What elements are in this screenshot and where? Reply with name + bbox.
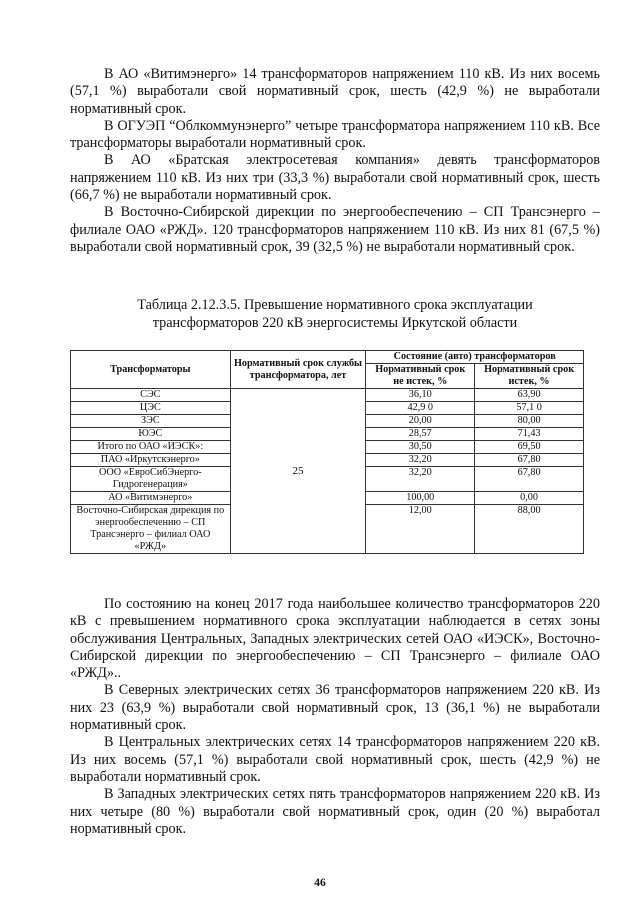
paragraph-summary-2017: По состоянию на конец 2017 года наибольшее количество трансформаторов 220 кВ с превышением нормативного срока эксплуатации наблюдается в сетях зоны обслуживания Центральных, Западных электрических сетей ОАО «ИЭСК», Восточно-Сибирской дирекции по энергообеспечению – СП Трансэнерго – филиале ОАО «РЖД».. <box>70 596 600 682</box>
not-expired-value: 12,00 <box>366 505 475 554</box>
expired-value: 63,90 <box>475 389 584 402</box>
table-row <box>71 389 584 402</box>
expired-value: 69,50 <box>475 441 584 454</box>
row-name: СЭС <box>71 389 231 402</box>
row-name: ЮЭС <box>71 428 231 441</box>
not-expired-value: 28,57 <box>366 428 475 441</box>
row-name: АО «Витимэнерго» <box>71 492 231 505</box>
header-expired: Нормативный срок истек, % <box>475 364 584 389</box>
row-name: ЗЭС <box>71 415 231 428</box>
intro-text <box>70 66 600 256</box>
paragraph-bratsk: В АО «Братская электросетевая компания» девять трансформаторов напряжением 110 кВ. Из них три (33,3 %) выработали свой нормативный срок, шесть (66,7 %) не выработали нормативный срок. <box>70 152 600 204</box>
expired-value: 80,00 <box>475 415 584 428</box>
expired-value: 0,00 <box>475 492 584 505</box>
paragraph-vitimenergo: В АО «Витимэнерго» 14 трансформаторов напряжением 110 кВ. Из них восемь (57,1 %) выработали свой нормативный срок, шесть (42,9 %) не выработали нормативный срок. <box>70 66 600 117</box>
paragraph-western-networks: В Западных электрических сетях пять трансформаторов напряжением 220 кВ. Из них четыре (80 %) выработали свой нормативный срок, один (20 %) выработал нормативный срок. <box>70 786 600 837</box>
paragraph-oblkommunenergo: В ОГУЭП “Облкоммунэнерго” четыре трансформатора напряжением 110 кВ. Все трансформаторы выработали нормативный срок. <box>70 117 600 152</box>
transformer-table <box>70 350 584 554</box>
expired-value: 67,80 <box>475 467 584 492</box>
not-expired-value: 30,50 <box>366 441 475 454</box>
row-name: ЦЭС <box>71 402 231 415</box>
header-transformers: Трансформаторы <box>71 351 231 389</box>
page-number: 46 <box>314 877 326 889</box>
paragraph-central-networks: В Центральных электрических сетях 14 трансформаторов напряжением 220 кВ. Из них восемь (57,1 %) выработали свой нормативный срок, шесть (42,9 %) не выработали нормативный срок. <box>70 734 600 785</box>
not-expired-value: 32,20 <box>366 467 475 492</box>
expired-value: 67,80 <box>475 454 584 467</box>
not-expired-value: 100,00 <box>366 492 475 505</box>
header-not-expired: Нормативный срок не истек, % <box>366 364 475 389</box>
conclusion-text <box>70 596 600 838</box>
row-name: ПАО «Иркутскэнерго» <box>71 454 231 467</box>
row-name: Итого по ОАО «ИЭСК»: <box>71 441 231 454</box>
expired-value: 71,43 <box>475 428 584 441</box>
norm-term-value: 25 <box>230 389 366 554</box>
table-caption-line: трансформаторов 220 кВ энергосистемы Иркутской области <box>152 314 518 331</box>
not-expired-value: 36,10 <box>366 389 475 402</box>
not-expired-value: 20,00 <box>366 415 475 428</box>
expired-value: 88,00 <box>475 505 584 554</box>
expired-value: 57,1 0 <box>475 402 584 415</box>
table-caption <box>70 297 600 332</box>
table-caption-line: Таблица 2.12.3.5. Превышение нормативного срока эксплуатации <box>137 297 533 313</box>
row-name: Восточно-Сибирская дирекция по энергообеспечению – СП Трансэнерго – филиал ОАО «РЖД» <box>71 505 231 554</box>
not-expired-value: 42,9 0 <box>366 402 475 415</box>
header-norm-term: Нормативный срок службы трансформатора, лет <box>230 351 366 389</box>
header-state-group: Состояние (авто) трансформаторов <box>366 351 584 364</box>
row-name: ООО «ЕвроСибЭнерго-Гидрогенерация» <box>71 467 231 492</box>
paragraph-east-siberian: В Восточно-Сибирской дирекции по энергообеспечению – СП Трансэнерго – филиале ОАО «РЖД». 120 трансформаторов напряжением 110 кВ. Из них 81 (67,5 %) выработали свой нормативный срок, 39 (32,5 %) не выработали нормативный срок. <box>70 204 600 255</box>
paragraph-northern-networks: В Северных электрических сетях 36 трансформаторов напряжением 220 кВ. Из них 23 (63,9 %) выработали свой нормативный срок, 13 (36,1 %) не выработали нормативный срок. <box>70 682 600 734</box>
not-expired-value: 32,20 <box>366 454 475 467</box>
